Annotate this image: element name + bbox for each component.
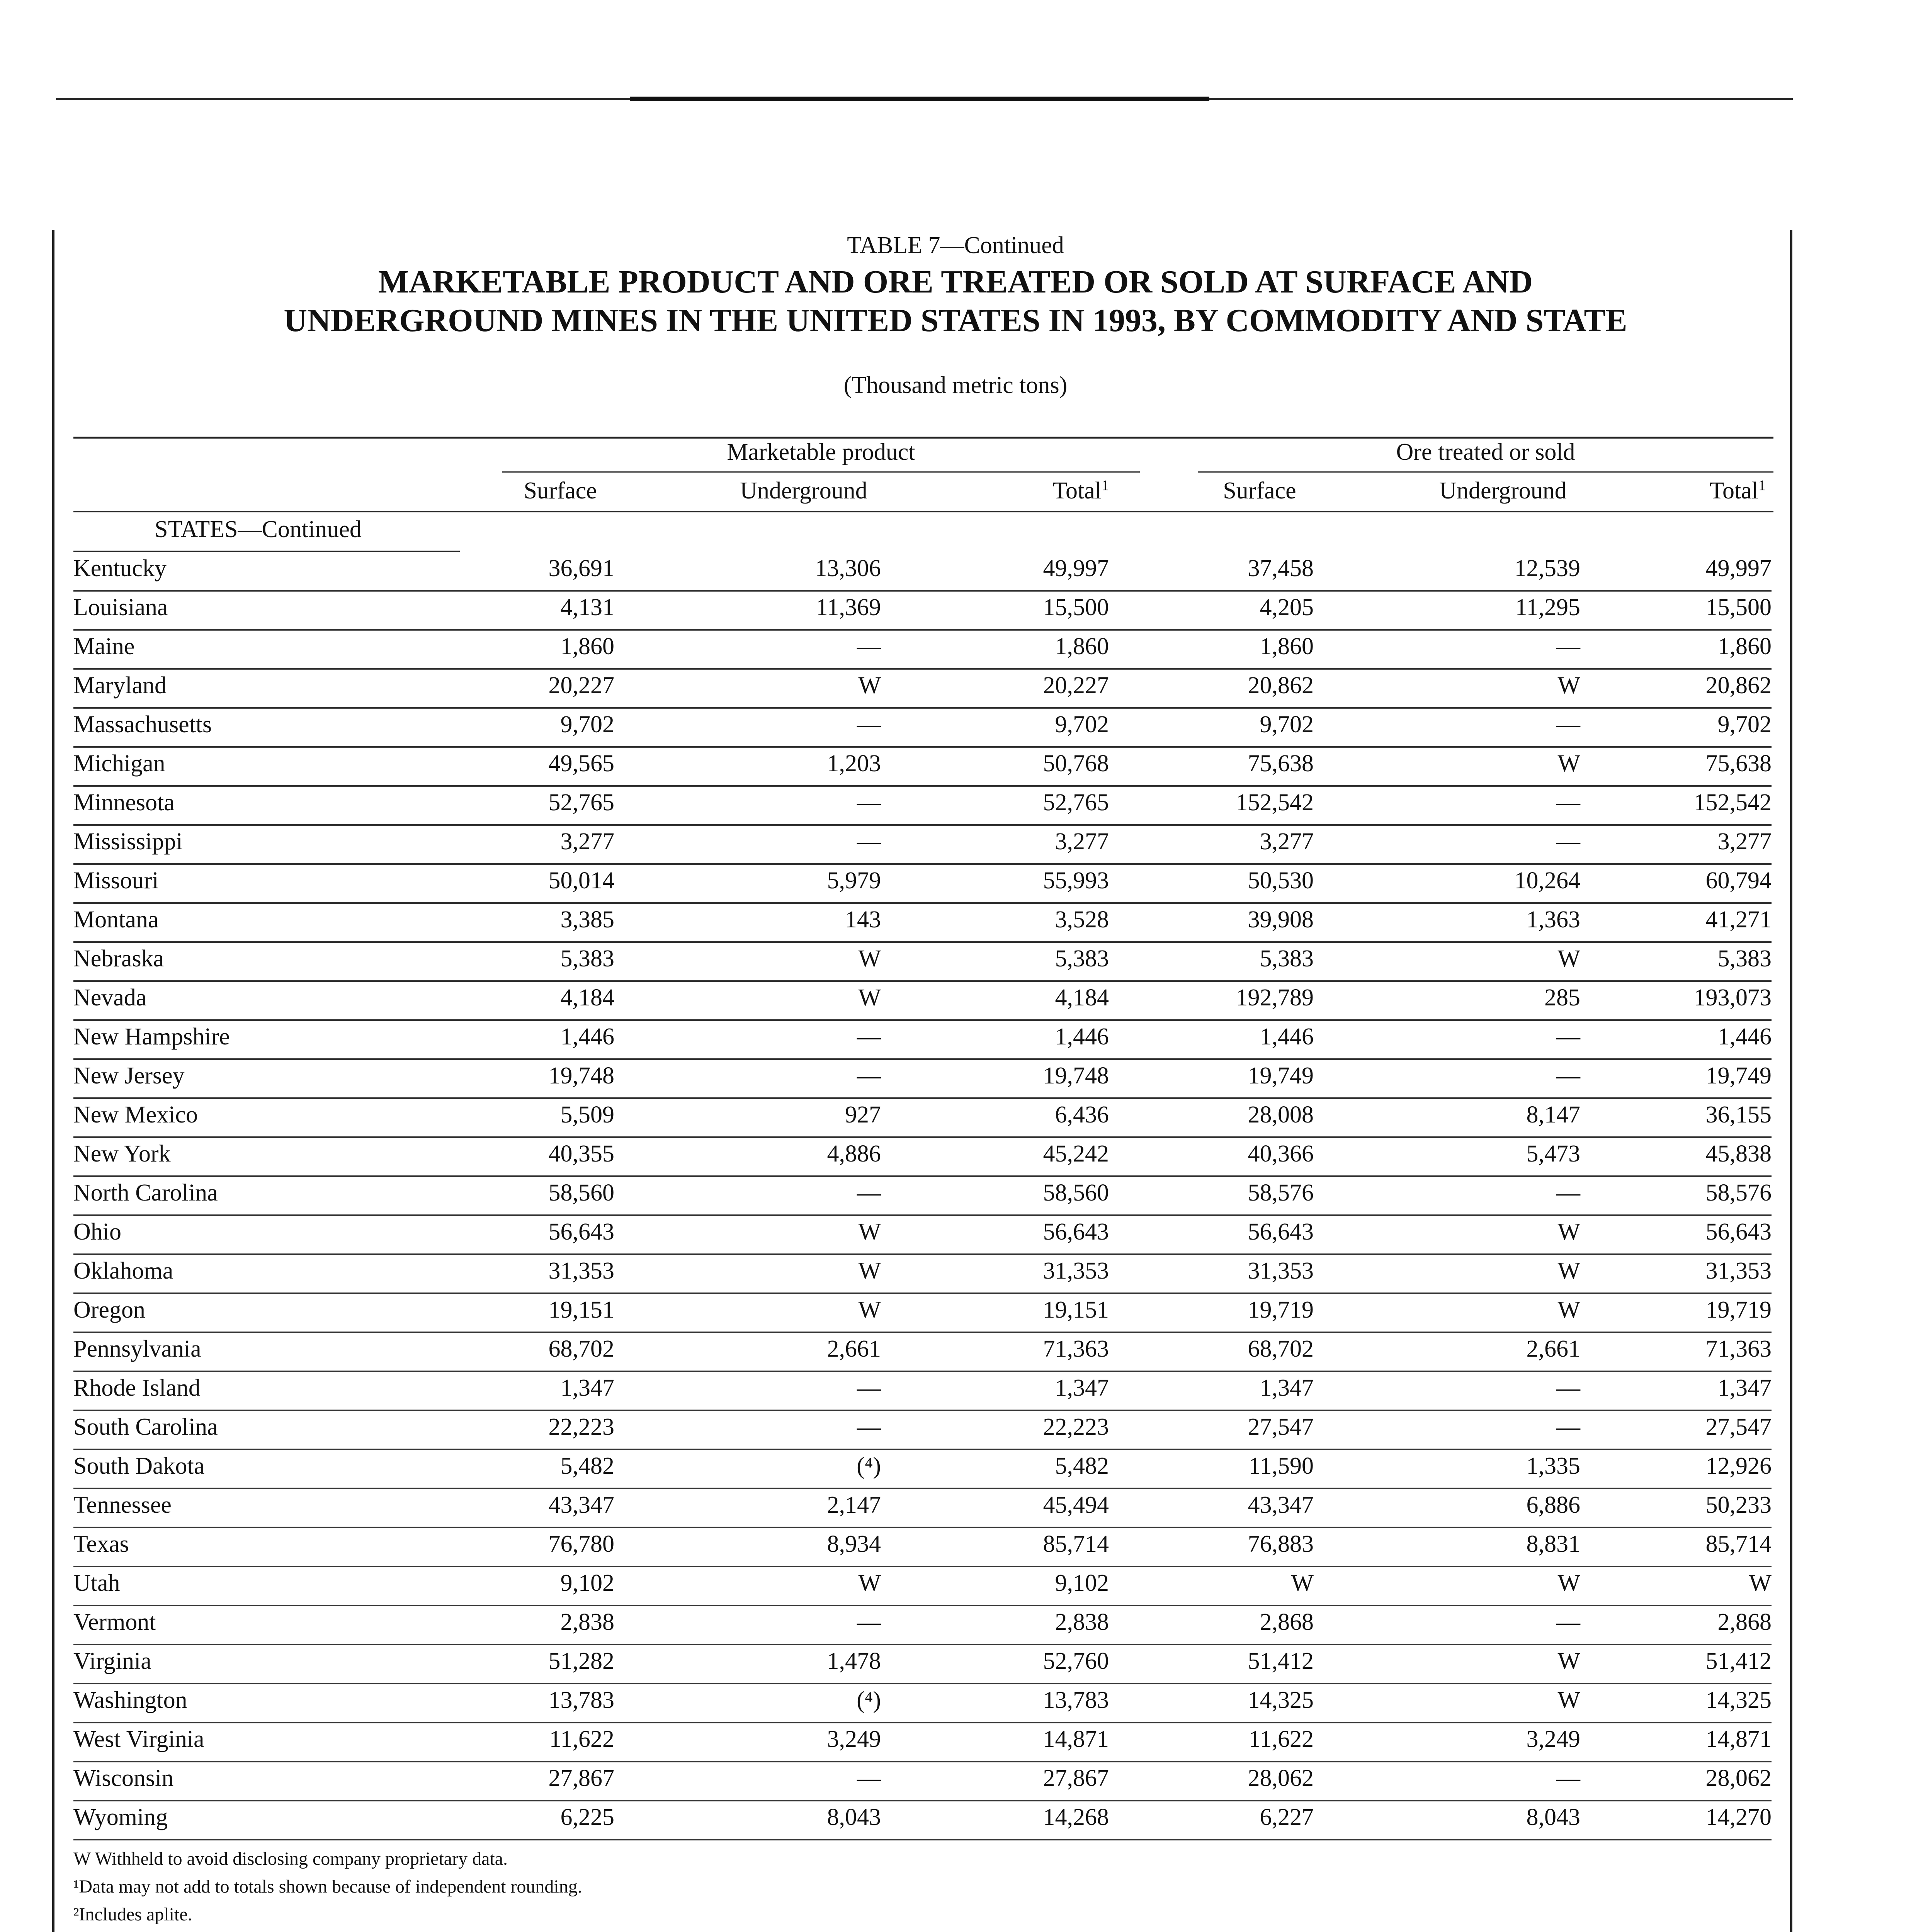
table-cell: 4,205 [1260,594,1314,621]
table-cell: 27,867 [548,1765,614,1791]
table-cell: 5,482 [1055,1453,1109,1479]
table-row [73,670,1772,709]
table-cell: — [857,1063,881,1089]
table-cell: 1,363 [1526,906,1580,933]
table-cell: 19,151 [548,1297,614,1323]
table-cell: 192,789 [1236,985,1314,1011]
state-name: New Jersey [73,1063,185,1089]
state-name: Washington [73,1687,187,1713]
table-cell: — [1556,633,1580,660]
table-cell: 9,702 [1260,711,1314,738]
table-cell: 5,473 [1526,1141,1580,1167]
state-name: Maine [73,633,135,660]
table-cell: 43,347 [1248,1492,1314,1518]
table-cell: 6,225 [560,1804,614,1830]
table-cell: 28,008 [1248,1102,1314,1128]
table-cell: W [858,1570,881,1596]
table-cell: 51,412 [1705,1648,1772,1674]
table-cell: 9,702 [1717,711,1772,738]
table-cell: — [857,828,881,855]
table-cell: 36,155 [1705,1102,1772,1128]
table-cell: 8,147 [1526,1102,1580,1128]
table-cell: W [858,672,881,699]
table-cell: 4,184 [560,985,614,1011]
state-name: Wyoming [73,1804,168,1830]
table-cell: 49,997 [1705,555,1772,582]
table-row [73,1255,1772,1294]
table-row [73,1138,1772,1177]
table-number: TABLE 7—Continued [847,232,1064,259]
table-cell: 31,353 [1705,1258,1772,1284]
table-cell: 9,102 [1055,1570,1109,1596]
section-rule [73,551,460,552]
table-cell: 31,353 [548,1258,614,1284]
table-cell: 50,530 [1248,867,1314,894]
table-cell: 5,383 [560,946,614,972]
table-cell: 1,347 [560,1375,614,1401]
table-cell: 56,643 [1248,1219,1314,1245]
table-cell: 43,347 [548,1492,614,1518]
table-cell: 45,838 [1705,1141,1772,1167]
table-cell: 52,765 [1043,789,1109,816]
state-name: North Carolina [73,1180,218,1206]
table-cell: 20,862 [1705,672,1772,699]
table-cell: 1,347 [1260,1375,1314,1401]
table-cell: 50,233 [1705,1492,1772,1518]
table-cell: 1,335 [1526,1453,1580,1479]
table-cell: 1,446 [1717,1024,1772,1050]
table-row [73,943,1772,982]
table-cell: 3,277 [1260,828,1314,855]
table-cell: W [1557,1219,1580,1245]
table-cell: — [857,1765,881,1791]
table-cell: — [1556,1414,1580,1440]
table-cell: 49,997 [1043,555,1109,582]
state-name: Oregon [73,1297,145,1323]
table-cell: 58,576 [1705,1180,1772,1206]
table-cell: 6,886 [1526,1492,1580,1518]
table-cell: 6,436 [1055,1102,1109,1128]
table-cell: 5,383 [1717,946,1772,972]
state-name: Louisiana [73,594,168,621]
table-row [73,1021,1772,1060]
table-cell: — [857,1375,881,1401]
table-cell: W [858,1219,881,1245]
table-cell: 51,412 [1248,1648,1314,1674]
table-cell: W [858,1297,881,1323]
group1-rule [502,471,1140,473]
table-cell: W [1557,1297,1580,1323]
table-cell: (⁴) [857,1453,881,1479]
table-cell: 2,868 [1260,1609,1314,1635]
table-title-line-2: UNDERGROUND MINES IN THE UNITED STATES IN 1993, BY COMMODITY AND STATE [284,303,1627,338]
table-cell: 13,783 [548,1687,614,1713]
table-cell: 193,073 [1693,985,1772,1011]
table-cell: — [1556,1765,1580,1791]
table-cell: 71,363 [1043,1336,1109,1362]
col-header-total-2-sup: 1 [1758,477,1766,494]
table-cell: — [857,1180,881,1206]
table-row [73,1333,1772,1372]
state-name: Kentucky [73,555,167,582]
table-cell: W [1557,946,1580,972]
state-name: New York [73,1141,171,1167]
table-cell: 2,147 [827,1492,881,1518]
table-cell: 2,838 [560,1609,614,1635]
table-row [73,1060,1772,1099]
table-cell: 1,860 [1055,633,1109,660]
table-cell: 50,768 [1043,750,1109,777]
table-cell: 20,862 [1248,672,1314,699]
table-cell: 27,867 [1043,1765,1109,1791]
table-cell: 8,934 [827,1531,881,1557]
table-cell: 9,102 [560,1570,614,1596]
group-header-ore: Ore treated or sold [1396,439,1575,465]
table-cell: 14,270 [1705,1804,1772,1830]
table-body [73,553,1772,1840]
table-cell: 71,363 [1705,1336,1772,1362]
table-title-line-1: MARKETABLE PRODUCT AND ORE TREATED OR SOLD AT SURFACE AND [378,264,1533,300]
table-cell: 51,282 [548,1648,614,1674]
table-cell: 52,760 [1043,1648,1109,1674]
table-cell: 2,868 [1717,1609,1772,1635]
col-header-total-1 [966,477,1109,505]
table-cell: 152,542 [1693,789,1772,816]
table-cell: 20,227 [548,672,614,699]
table-cell: 1,860 [1260,633,1314,660]
table-cell: 6,227 [1260,1804,1314,1830]
table-cell: 60,794 [1705,867,1772,894]
table-cell: 19,749 [1705,1063,1772,1089]
table-cell: 1,347 [1055,1375,1109,1401]
table-cell: 152,542 [1236,789,1314,816]
table-cell: 3,249 [1526,1726,1580,1752]
table-cell: 3,277 [1055,828,1109,855]
table-cell: 40,355 [548,1141,614,1167]
table-cell: 37,458 [1248,555,1314,582]
table-cell: W [1557,750,1580,777]
table-cell: 2,661 [827,1336,881,1362]
table-cell: 15,500 [1705,594,1772,621]
col-header-total-1-sup: 1 [1102,477,1109,494]
table-cell: 75,638 [1705,750,1772,777]
state-name: New Hampshire [73,1024,230,1050]
table-cell: 12,539 [1514,555,1580,582]
table-cell: 19,151 [1043,1297,1109,1323]
table-row [73,1801,1772,1840]
table-cell: 3,528 [1055,906,1109,933]
table-row [73,865,1772,904]
table-cell: 9,702 [1055,711,1109,738]
table-cell: 31,353 [1043,1258,1109,1284]
table-cell: 5,509 [560,1102,614,1128]
table-cell: 20,227 [1043,672,1109,699]
table-cell: 143 [845,906,881,933]
table-cell: 76,883 [1248,1531,1314,1557]
table-cell: 927 [845,1102,881,1128]
table-cell: 68,702 [1248,1336,1314,1362]
state-name: Oklahoma [73,1258,173,1284]
table-cell: 31,353 [1248,1258,1314,1284]
table-cell: — [857,1609,881,1635]
table-cell: 5,482 [560,1453,614,1479]
col-header-surface-2: Surface [1223,478,1296,504]
table-cell: 2,661 [1526,1336,1580,1362]
table-cell: 1,860 [1717,633,1772,660]
table-row [73,1294,1772,1333]
table-cell: 56,643 [548,1219,614,1245]
table-row [73,1684,1772,1723]
left-margin-rule [52,230,54,1932]
table-cell: W [1557,1258,1580,1284]
state-name: Mississippi [73,828,183,855]
table-cell: 85,714 [1043,1531,1109,1557]
state-name: Michigan [73,750,165,777]
table-row [73,1606,1772,1645]
table-cell: — [1556,1375,1580,1401]
table-cell: — [857,1024,881,1050]
top-rule-accent [630,97,1209,101]
table-cell: W [1557,1570,1580,1596]
table-cell: 56,643 [1043,1219,1109,1245]
table-cell: 5,383 [1055,946,1109,972]
table-row [73,1762,1772,1801]
table-cell: 11,622 [549,1726,614,1752]
table-cell: 27,547 [1705,1414,1772,1440]
table-cell: — [857,633,881,660]
table-cell: 56,643 [1705,1219,1772,1245]
state-name: Nevada [73,985,147,1011]
state-name: Minnesota [73,789,175,816]
state-name: Virginia [73,1648,151,1674]
table-row [73,1450,1772,1489]
table-cell: 8,043 [1526,1804,1580,1830]
state-name: New Mexico [73,1102,198,1128]
header-bottom-rule [73,511,1773,512]
table-row [73,748,1772,787]
table-cell: 8,043 [827,1804,881,1830]
table-cell: 19,719 [1705,1297,1772,1323]
col-header-total-1-label: Total [1052,478,1102,504]
table-row [73,592,1772,631]
table-units: (Thousand metric tons) [843,372,1068,398]
state-name: Maryland [73,672,167,699]
table-cell: 36,691 [548,555,614,582]
table-row [73,553,1772,592]
table-cell: 85,714 [1705,1531,1772,1557]
table-cell: 11,590 [1248,1453,1314,1479]
table-cell: 1,446 [1260,1024,1314,1050]
section-header: STATES—Continued [155,516,362,543]
state-name: Utah [73,1570,120,1596]
table-cell: 14,268 [1043,1804,1109,1830]
table-cell: 28,062 [1705,1765,1772,1791]
state-name: Ohio [73,1219,121,1245]
table-cell: 19,748 [1043,1063,1109,1089]
table-cell: W [1557,1648,1580,1674]
state-name: Nebraska [73,946,164,972]
table-row [73,1177,1772,1216]
table-cell: 1,347 [1717,1375,1772,1401]
footnote: ²Includes aplite. [73,1904,192,1925]
table-cell: 285 [1544,985,1580,1011]
footnote: ¹Data may not add to totals shown because of independent rounding. [73,1876,582,1897]
table-cell: 19,719 [1248,1297,1314,1323]
table-cell: 1,203 [827,750,881,777]
table-cell: 27,547 [1248,1414,1314,1440]
state-name: West Virginia [73,1726,204,1752]
footnote: W Withheld to avoid disclosing company proprietary data. [73,1849,508,1869]
table-cell: — [1556,789,1580,816]
state-name: Missouri [73,867,159,894]
table-row [73,904,1772,943]
table-cell: 5,979 [827,867,881,894]
table-cell: (⁴) [857,1687,881,1713]
table-cell: 4,184 [1055,985,1109,1011]
table-cell: — [1556,1609,1580,1635]
table-cell: — [1556,1063,1580,1089]
table-cell: 2,838 [1055,1609,1109,1635]
table-cell: 68,702 [548,1336,614,1362]
col-header-underground-1: Underground [740,478,867,504]
table-row [73,1528,1772,1567]
table-row [73,1411,1772,1450]
table-cell: 75,638 [1248,750,1314,777]
table-cell: 15,500 [1043,594,1109,621]
table-cell: 11,295 [1515,594,1580,621]
group2-rule [1198,471,1773,473]
table-cell: 45,494 [1043,1492,1109,1518]
table-cell: 12,926 [1705,1453,1772,1479]
table-row [73,1489,1772,1528]
table-cell: W [1291,1570,1314,1596]
table-cell: 3,277 [1717,828,1772,855]
table-row [73,1723,1772,1762]
table-cell: — [1556,1024,1580,1050]
table-cell: — [1556,828,1580,855]
table-row [73,1216,1772,1255]
state-name: Vermont [73,1609,156,1635]
table-row [73,1372,1772,1411]
table-row [73,1099,1772,1138]
table-cell: — [857,789,881,816]
table-row [73,826,1772,865]
state-name: Texas [73,1531,129,1557]
table-cell: 13,783 [1043,1687,1109,1713]
state-name: Montana [73,906,159,933]
table-row [73,1567,1772,1606]
table-cell: 4,886 [827,1141,881,1167]
col-header-surface-1: Surface [524,478,597,504]
table-cell: 22,223 [1043,1414,1109,1440]
table-cell: 76,780 [548,1531,614,1557]
table-cell: 58,560 [1043,1180,1109,1206]
table-cell: W [858,946,881,972]
table-row [73,631,1772,670]
table-cell: 19,748 [548,1063,614,1089]
table-cell: 19,749 [1248,1063,1314,1089]
table-cell: 14,871 [1043,1726,1109,1752]
table-cell: — [1556,1180,1580,1206]
table-cell: 1,446 [1055,1024,1109,1050]
table-cell: 10,264 [1514,867,1580,894]
col-header-underground-2: Underground [1439,478,1567,504]
table-row [73,787,1772,826]
state-name: South Carolina [73,1414,218,1440]
table-cell: 9,702 [560,711,614,738]
table-cell: 14,325 [1248,1687,1314,1713]
table-cell: 52,765 [548,789,614,816]
state-name: Rhode Island [73,1375,201,1401]
table-cell: 3,385 [560,906,614,933]
table-cell: 41,271 [1705,906,1772,933]
table-cell: 14,871 [1705,1726,1772,1752]
table-cell: 5,383 [1260,946,1314,972]
table-cell: W [1749,1570,1772,1596]
table-cell: 1,478 [827,1648,881,1674]
table-cell: 14,325 [1705,1687,1772,1713]
table-cell: 11,369 [816,594,881,621]
col-header-total-2 [1619,477,1766,505]
table-row [73,709,1772,748]
table-cell: 28,062 [1248,1765,1314,1791]
table-cell: 40,366 [1248,1141,1314,1167]
table-cell: 58,560 [548,1180,614,1206]
table-cell: 4,131 [560,594,614,621]
table-cell: 11,622 [1248,1726,1314,1752]
col-header-total-2-label: Total [1709,478,1758,504]
table-cell: 55,993 [1043,867,1109,894]
table-row [73,1645,1772,1684]
group-header-marketable: Marketable product [727,439,915,465]
table-cell: 49,565 [548,750,614,777]
table-cell: W [1557,672,1580,699]
table-cell: 8,831 [1526,1531,1580,1557]
right-margin-rule [1790,230,1792,1932]
table-cell: 1,446 [560,1024,614,1050]
table-cell: 50,014 [548,867,614,894]
table-cell: 3,249 [827,1726,881,1752]
table-cell: 45,242 [1043,1141,1109,1167]
table-cell: — [857,1414,881,1440]
table-cell: 1,860 [560,633,614,660]
state-name: Pennsylvania [73,1336,201,1362]
state-name: Massachusetts [73,711,212,738]
table-cell: W [858,1258,881,1284]
table-cell: — [1556,711,1580,738]
state-name: Wisconsin [73,1765,174,1791]
table-cell: W [858,985,881,1011]
table-cell: 3,277 [560,828,614,855]
state-name: Tennessee [73,1492,172,1518]
table-cell: 39,908 [1248,906,1314,933]
table-cell: 22,223 [548,1414,614,1440]
table-cell: 58,576 [1248,1180,1314,1206]
table-cell: W [1557,1687,1580,1713]
table-title [0,263,1911,340]
table-cell: 13,306 [815,555,881,582]
table-cell: — [857,711,881,738]
state-name: South Dakota [73,1453,205,1479]
table-row [73,982,1772,1021]
